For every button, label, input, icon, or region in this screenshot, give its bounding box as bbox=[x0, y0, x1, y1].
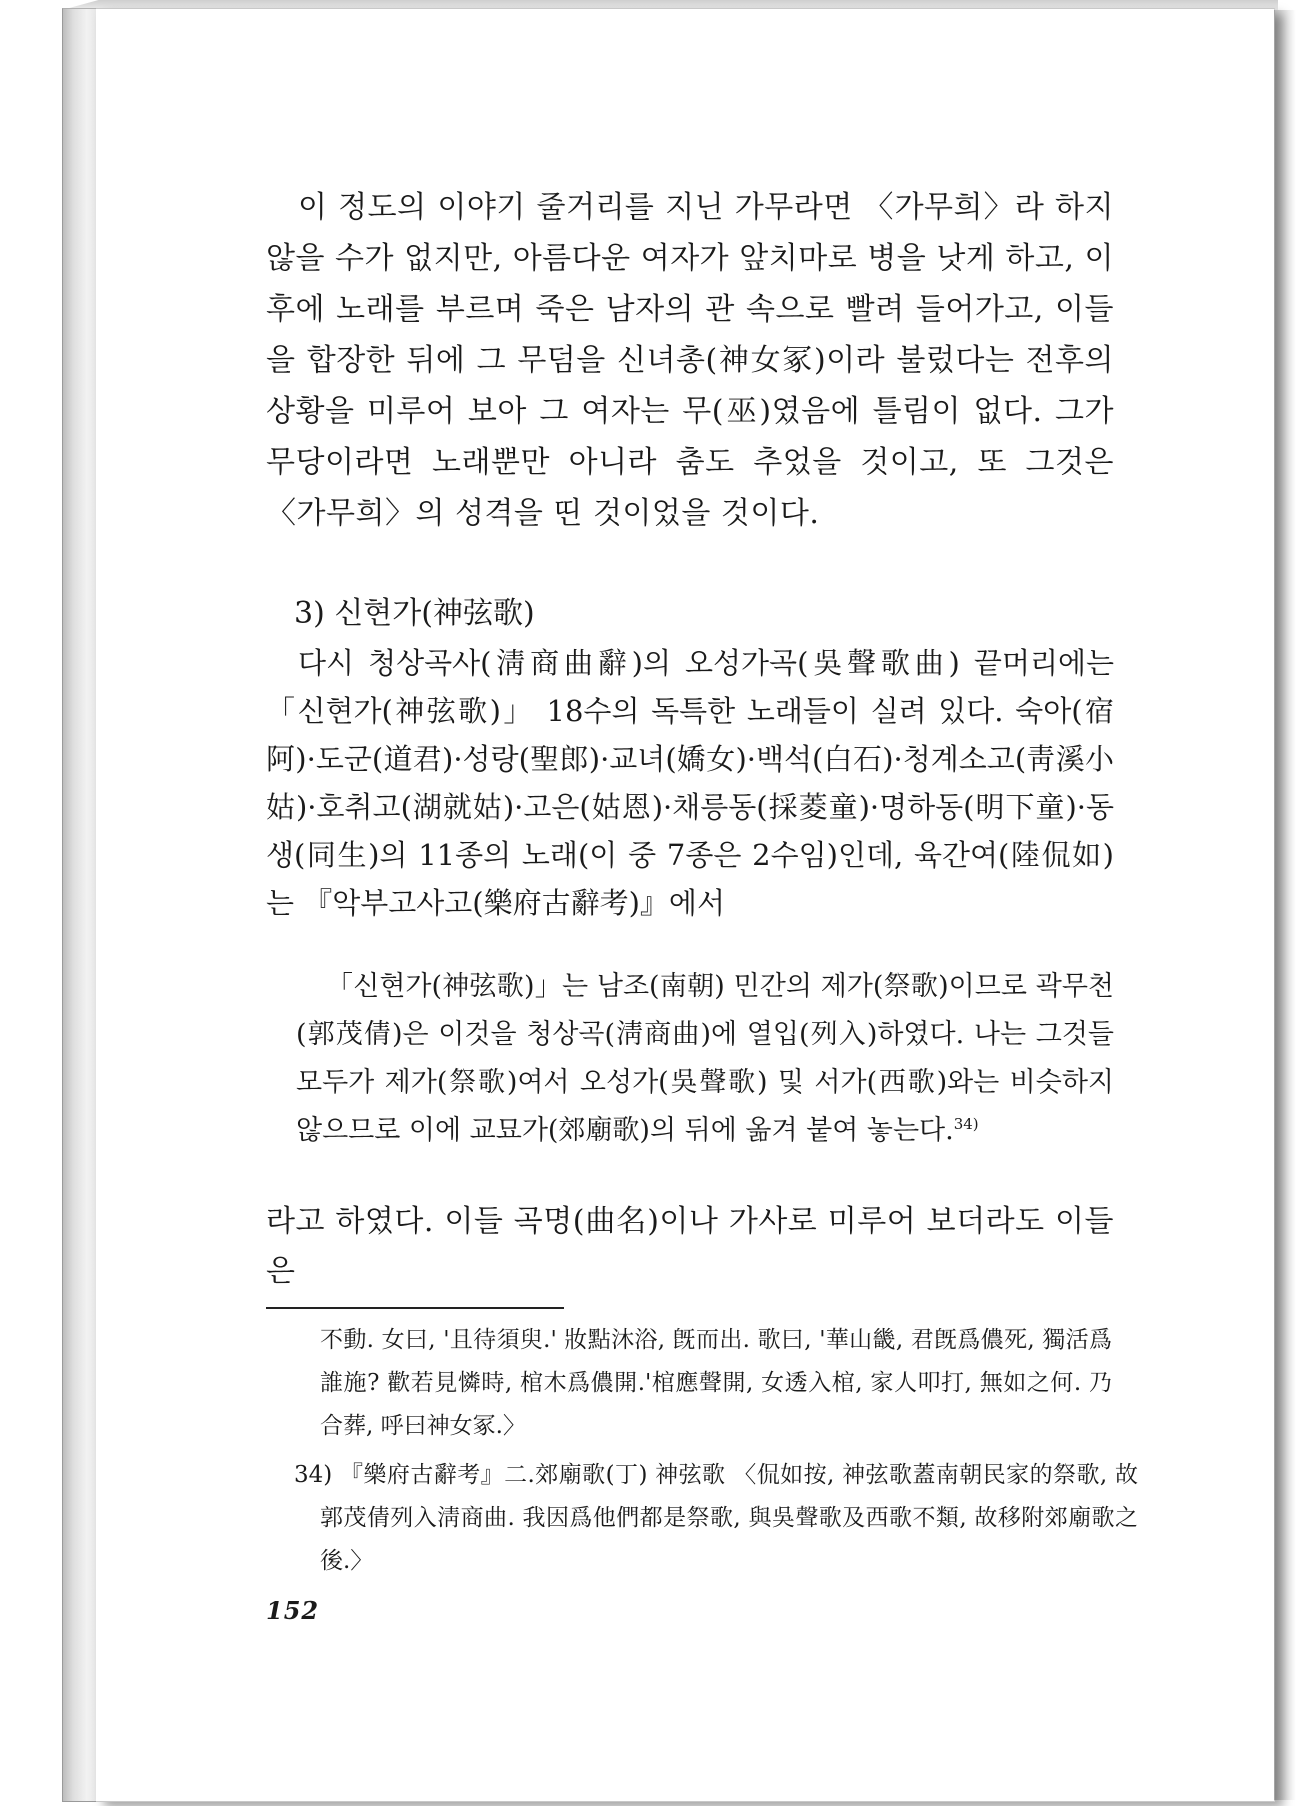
body-paragraph-3: 라고 하였다. 이들 곡명(曲名)이나 가사로 미루어 보더라도 이들은 bbox=[266, 1204, 1114, 1289]
footnote-ref-34: 34) bbox=[953, 1115, 979, 1133]
footnote-34: 34) 『樂府古辭考』二.郊廟歌(丁) 神弦歌 〈侃如按, 神弦歌蓋南朝民家的祭歌, 故郭茂倩列入淸商曲. 我因爲他們都是祭歌, 與吳聲歌及西歌不類, 故移附郊廟歌之後.〉 bbox=[294, 1462, 1138, 1574]
section-heading: 3) 신현가(神弦歌) bbox=[294, 596, 535, 631]
body-paragraph-1: 이 정도의 이야기 줄거리를 지닌 가무라면 〈가무희〉라 하지 않을 수가 없지만, 아름다운 여자가 앞치마로 병을 낫게 하고, 이후에 노래를 부르며 죽은 남자의 관 속으로 빨려 들어가고, 이들을 합장한 뒤에 그 무덤을 신녀총(神女冢)이라 불렀다는 전후의 상황을 미루어 보아 그 여자는 무(巫)였음에 틀림이 없다. 그가 무당이라면 노래뿐만 아니라 춤도 추었을 것이고, 또 그것은 〈가무희〉의 성격을 띤 것이었을 것이다. bbox=[266, 190, 1114, 531]
body-paragraph-2: 다시 청상곡사(淸商曲辭)의 오성가곡(吳聲歌曲) 끝머리에는 「신현가(神弦歌)」 18수의 독특한 노래들이 실려 있다. 숙아(宿阿)·도군(道君)·성랑(聖郎)·교녀(嬌女)·백석(白石)·청계소고(靑溪小姑)·호취고(湖就姑)·고은(姑恩)·채릉동(採菱童)·명하동(明下童)·동생(同生)의 11종의 노래(이 중 7종은 2수임)인데, 육간여(陸侃如)는 『악부고사고(樂府古辭考)』에서 bbox=[266, 646, 1114, 920]
footnote-continued: 不動. 女曰, '且待須臾.' 妝點沐浴, 旣而出. 歌曰, '華山畿, 君旣爲儂死, 獨活爲誰施? 歡若見憐時, 棺木爲儂開.'棺應聲開, 女透入棺, 家人叩打, 無如之何. 乃合葬, 呼曰神女冢.〉 bbox=[320, 1327, 1112, 1439]
page-content bbox=[266, 182, 1138, 1583]
page-stack-left-edge bbox=[62, 8, 97, 1802]
page-shadow bbox=[1274, 10, 1296, 1800]
block-quote-text: 「신현가(神弦歌)」는 남조(南朝) 민간의 제가(祭歌)이므로 곽무천(郭茂倩)은 이것을 청상곡(淸商曲)에 열입(列入)하였다. 나는 그것들 모두가 제가(祭歌)여서 오성가(吳聲歌) 및 서가(西歌)와는 비슷하지 않으므로 이에 교묘가(郊廟歌)의 뒤에 옮겨 붙여 놓는다. bbox=[296, 971, 1114, 1146]
block-quote bbox=[296, 963, 1114, 1155]
footnote-rule bbox=[266, 1307, 564, 1309]
page-number: 152 bbox=[266, 1596, 320, 1625]
